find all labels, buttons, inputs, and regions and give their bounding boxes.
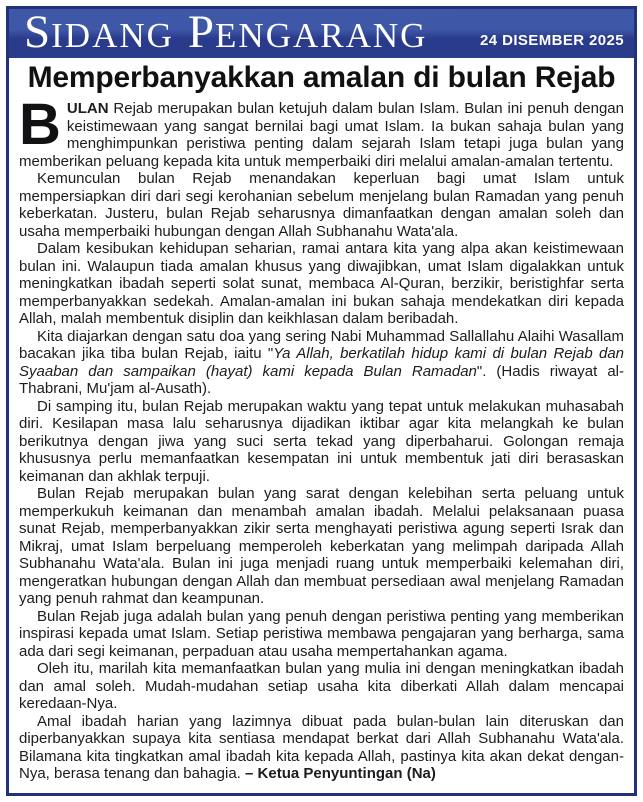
paragraph bbox=[19, 398, 624, 486]
text-run: Bulan Rejab merupakan bulan yang sarat dengan kelebihan serta peluang untuk memperkukuh keimanan dan menambah amalan ibadah. Melalui pelaksanaan puasa sunat Rejab, memperbanyakkan zikir serta menghayati peristiwa agung seperti Israk dan Mikraj, umat Islam berpeluang memperoleh keberkatan yang melimpah daripada Allah Subhanahu Wata'ala. Bulan ini juga menjadi ruang untuk memperbaiki kelemahan diri, mengeratkan hubungan dengan Allah dan membuat persediaan awal menjelang Ramadan yang penuh rahmat dan keampunan. bbox=[19, 485, 624, 607]
masthead-word: PENGARANG bbox=[187, 6, 428, 58]
text-run: – Ketua Penyuntingan (Na) bbox=[245, 765, 436, 782]
masthead-word: SIDANG bbox=[24, 6, 174, 58]
text-run: Amal ibadah harian yang lazimnya dibuat pada bulan-bulan lain diteruskan dan diperbanyakkan supaya kita sentiasa mendapat berkat dari Allah Subhanahu Wata'ala. Bilamana kita tingkatkan amal ibadah kita kepada Allah, pastinya kita akan dekat dengan-Nya, berasa tenang dan bahagia. bbox=[19, 712, 624, 782]
text-run: Kita diajarkan dengan satu doa yang sering Nabi Muhammad Sallallahu Alaihi Wasallam bacakan jika tiba bulan Rejab, iaitu " bbox=[19, 327, 624, 362]
date-label: 24 DISEMBER 2025 bbox=[480, 32, 624, 49]
paragraph bbox=[19, 713, 624, 783]
text-run: ULAN bbox=[66, 100, 109, 117]
text-run: Di samping itu, bulan Rejab merupakan waktu yang tepat untuk melakukan muhasabah diri. Kesilapan masa lalu seharusnya dijadikan iktibar agar kita melangkah ke bulan berikutnya dengan jiwa yang suci serta tekad yang diperbaharui. Golongan remaja khususnya perlu memanfaatkan kesempatan ini untuk membentuk jati diri berasaskan keimanan dan akhlak terpuji. bbox=[19, 397, 624, 485]
text-run: Dalam kesibukan kehidupan seharian, ramai antara kita yang alpa akan keistimewaan bulan ini. Walaupun tiada amalan khusus yang diwajibkan, umat Islam digalakkan untuk meningkatkan ibadah seperti solat sunat, membaca Al-Quran, berzikir, beristighfar serta memperbanyakkan sedekah. Amalan-amalan ini bukan sahaja mendekatkan diri kepada Allah, malah membentuk disiplin dan keikhlasan dalam beribadah. bbox=[19, 240, 624, 327]
paragraph bbox=[19, 485, 624, 608]
paragraph bbox=[19, 328, 624, 398]
masthead bbox=[9, 6, 634, 58]
text-run: Ya Allah, berkatilah hidup kami di bulan Rejab dan Syaaban dan sampaikan (hayat) kami kepada Bulan Ramadan bbox=[19, 345, 625, 380]
paragraph bbox=[19, 608, 624, 661]
dropcap: B bbox=[19, 92, 61, 157]
text-run: Kemunculan bulan Rejab menandakan keperluan bagi umat Islam untuk mempersiapkan diri dari segi kerohanian sebelum menjelang bulan Ramadan yang penuh keberkatan. Justeru, bulan Rejab seharusnya dimanfaatkan dengan amalan soleh dan usaha memperbaiki hubungan dengan Allah Subhanahu Wata'ala. bbox=[19, 170, 624, 240]
page-frame bbox=[6, 6, 637, 796]
paragraph bbox=[19, 92, 624, 170]
text-run: Oleh itu, marilah kita memanfaatkan bulan yang mulia ini dengan meningkatkan ibadah dan amal soleh. Mudah-mudahan setiap usaha kita diberkati Allah dalam mencapai keredaan-Nya. bbox=[19, 660, 624, 712]
page-title: Memperbanyakkan amalan di bulan Rejab bbox=[27, 61, 616, 94]
paragraph bbox=[19, 240, 624, 328]
masthead-title bbox=[9, 6, 441, 58]
text-run: Rejab merupakan bulan ketujuh dalam bulan Islam. Bulan ini penuh dengan keistimewaan yang sangat bernilai bagi umat Islam. Ia bukan sahaja bulan yang menghimpunkan peristiwa penting dalam sejarah Islam tetapi juga bulan yang memberikan peluang kepada kita untuk memperbaiki diri melalui amalan-amalan tertentu. bbox=[19, 100, 624, 170]
text-run: ". (Hadis riwayat al-Thabrani, Mu'jam al-Ausath). bbox=[19, 362, 624, 397]
article-body bbox=[9, 92, 634, 783]
paragraph bbox=[19, 660, 624, 713]
paragraph bbox=[19, 170, 624, 240]
text-run: Bulan Rejab juga adalah bulan yang penuh dengan peristiwa penting yang memberikan inspirasi kepada umat Islam. Setiap peristiwa membawa pengajaran yang berharga, sama ada dari segi keimanan, perpaduan atau usaha mempertahankan agama. bbox=[19, 607, 624, 660]
